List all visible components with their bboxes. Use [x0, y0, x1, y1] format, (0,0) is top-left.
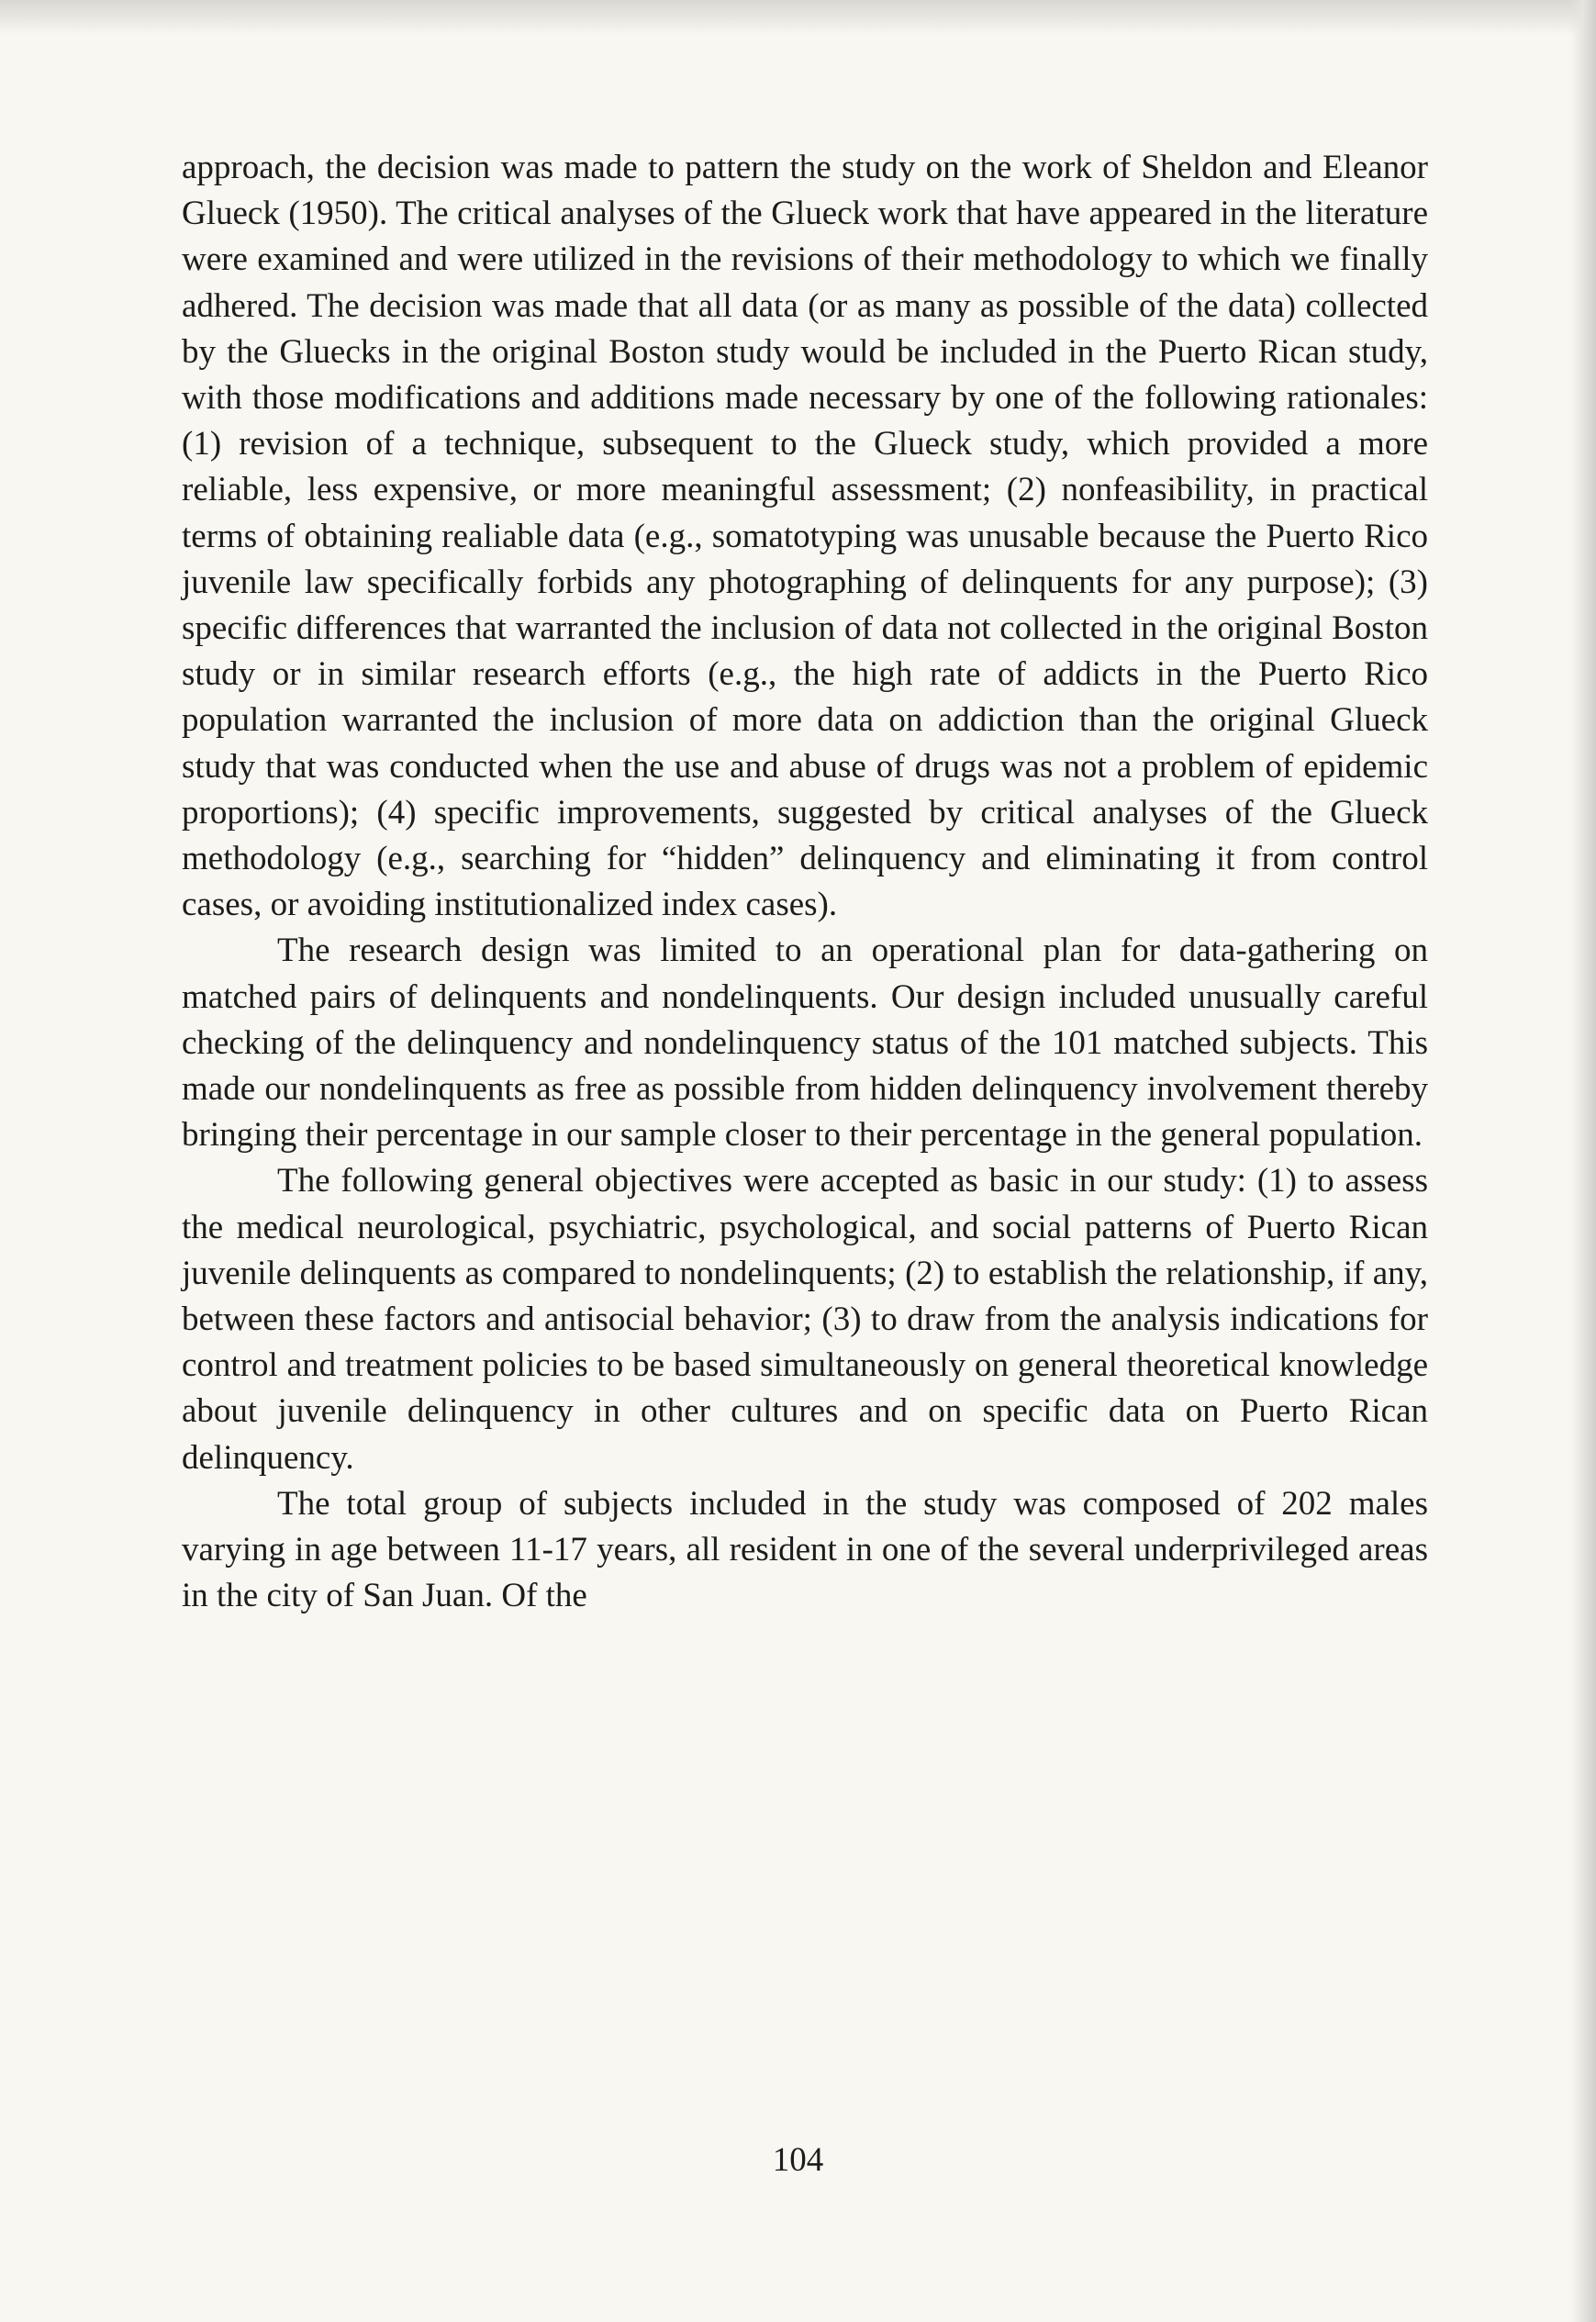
paragraph-1: approach, the decision was made to pattern the study on the work of Sheldon and Eleanor Glueck (1950). The critical analyses of the Glueck work that have appeared in the literature were examined and were utilized in the revisions of their methodology to which we finally adhered. The decision was made that all data (or as many as possible of the data) collected by the Gluecks in the original Boston study would be included in the Puerto Rican study, with those modifications and additions made necessary by one of the following rationales: (1) revision of a technique, subsequent to the Glueck study, which provided a more reliable, less expensive, or more meaningful assessment; (2) nonfeasibility, in practical terms of obtaining realiable data (e.g., somatotyping was unusable because the Puerto Rico juvenile law specifically forbids any photographing of delinquents for any purpose); (3) specific differences that warranted the inclusion of data not collected in the original Boston study or in similar research efforts (e.g., the high rate of addicts in the Puerto Rico population warranted the inclusion of more data on addiction than the original Glueck study that was conducted when the use and abuse of drugs was not a problem of epidemic proportions); (4) specific improvements, suggested by critical analyses of the Glueck methodology (e.g., searching for “hidden” delinquency and eliminating it from control cases, or avoiding institutionalized index cases). [182, 149, 1428, 924]
paragraph-4: The total group of subjects included in the study was composed of 202 males varying in age between 11-17 years, all resident in one of the several underprivileged areas in the city of San Juan. Of the [182, 1484, 1428, 1615]
scan-right-shadow [1570, 0, 1596, 2322]
paragraph-2: The research design was limited to an operational plan for data-gathering on matched pairs of delinquents and nondelinquents. Our design included unusually careful checking of the delinquency and nondelinquency status of the 101 matched subjects. This made our nondelinquents as free as possible from hidden delinquency involvement thereby bringing their percentage in our sample closer to their percentage in the general population. [182, 932, 1428, 1155]
paragraph-3: The following general objectives were accepted as basic in our study: (1) to assess the medical neurological, psychiatric, psychological, and social patterns of Puerto Rican juvenile delinquents as compared to nondelinquents; (2) to establish the relationship, if any, between these factors and antisocial behavior; (3) to draw from the analysis indications for control and treatment policies to be based simultaneously on general theoretical knowledge about juvenile delinquency in other cultures and on specific data on Puerto Rican delinquency. [182, 1162, 1428, 1477]
page-number: 104 [772, 2141, 824, 2179]
scan-top-shadow [0, 0, 1596, 35]
body-text [182, 145, 1428, 1620]
